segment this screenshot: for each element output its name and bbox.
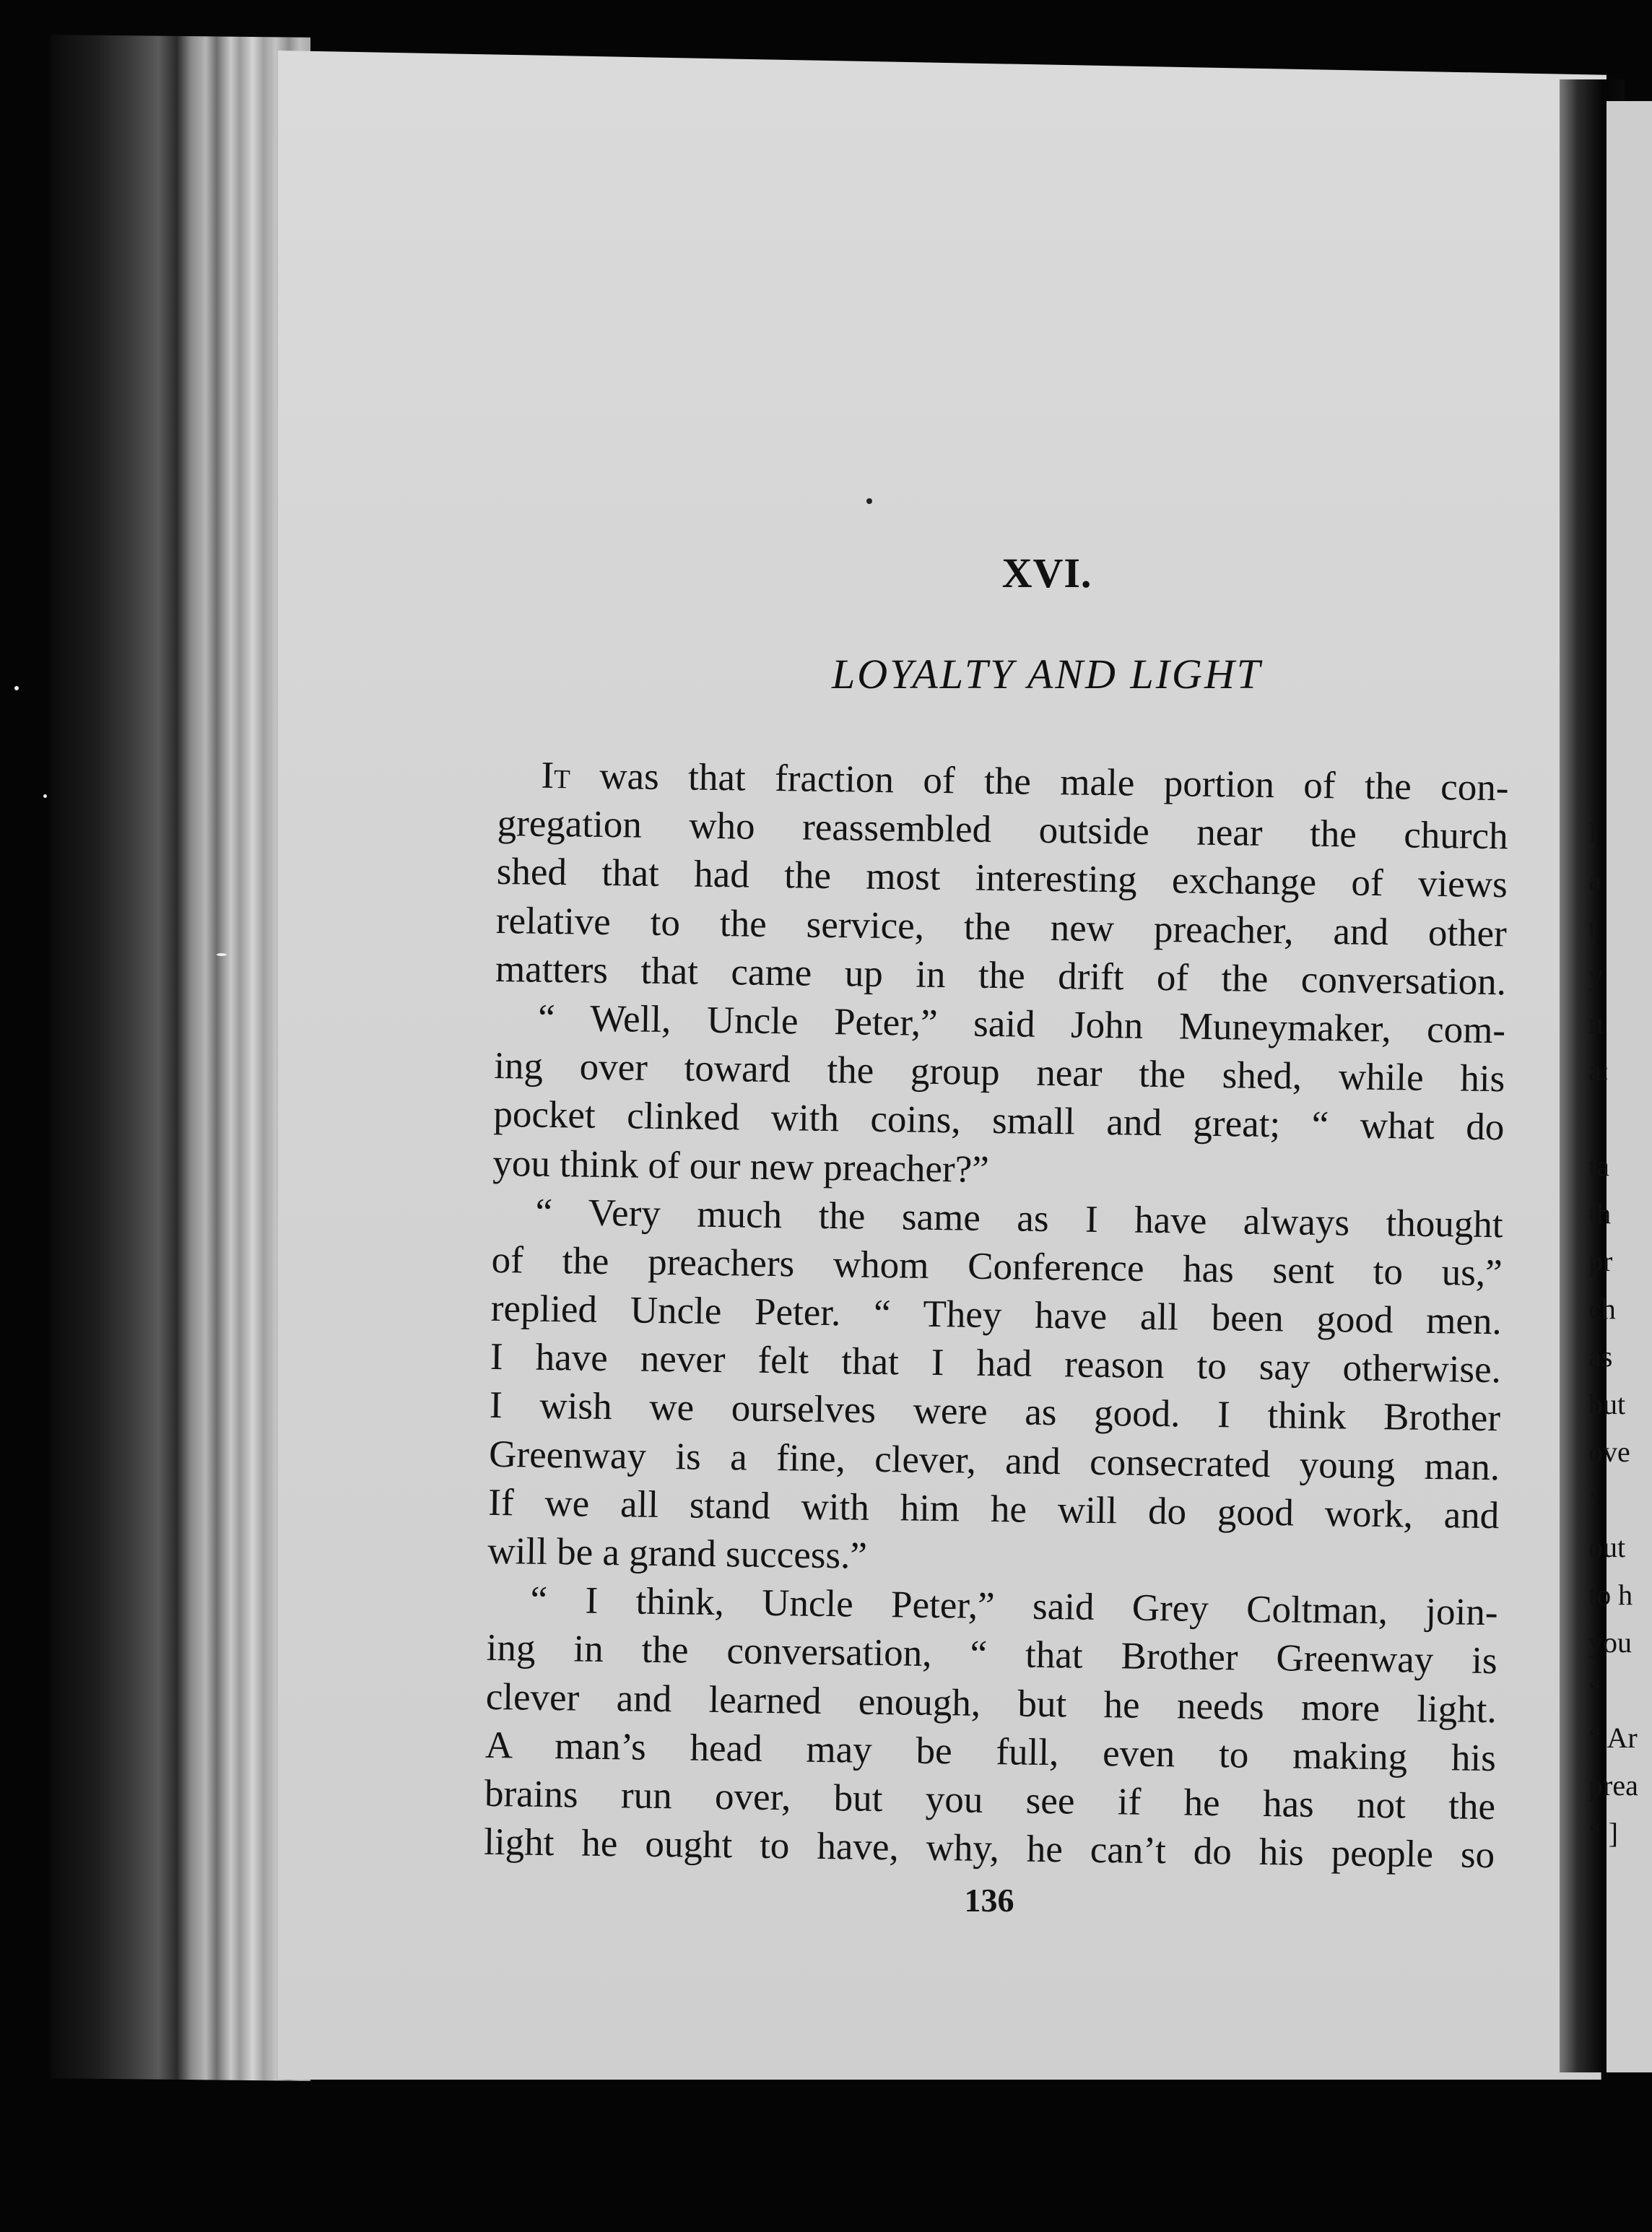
chapter-number: XVI.: [1001, 550, 1092, 596]
body-line: gregation who reassembled outside near the church: [497, 802, 1508, 858]
body-line: ing in the conversation, “ that Brother Greenway is: [486, 1627, 1497, 1682]
facing-fragment: ‘: [1588, 1483, 1599, 1516]
facing-fragment: a:: [1588, 1054, 1609, 1087]
facing-fragment: as: [1588, 1340, 1613, 1373]
body-line: pocket clinked with coins, small and great; “ what do: [493, 1093, 1505, 1149]
body-line: Greenway is a fine, clever, and consecrated young man.: [488, 1433, 1500, 1488]
body-line: brains run over, but you see if he has not the: [484, 1772, 1496, 1828]
facing-fragment: “: [1588, 1674, 1601, 1706]
facing-fragment: ta: [1588, 1150, 1609, 1182]
body-line: A man’s head may be full, even to making his: [484, 1724, 1497, 1779]
body-line: will be a grand success.”: [487, 1529, 868, 1577]
facing-fragment: t: [1588, 911, 1597, 944]
body-line: I wish we ourselves were as good. I think Brother: [489, 1384, 1501, 1440]
facing-fragment: to h: [1588, 1579, 1633, 1611]
facing-fragment: but: [1588, 1388, 1626, 1420]
body-line: shed that had the most interesting exchange of views: [496, 851, 1508, 906]
body-line: clever and learned enough, but he needs more light.: [485, 1675, 1497, 1731]
scan-speck: [14, 686, 19, 690]
scan-speck: [43, 794, 47, 798]
drop-word: It: [541, 754, 571, 797]
body-line-1-rest: was that fraction of the male portion of the con-: [570, 755, 1509, 809]
facing-page-text: [1588, 809, 1652, 1857]
book-page-stack-edge: [51, 35, 310, 2081]
body-line: of the preachers whom Conference has sent to us,”: [491, 1238, 1503, 1295]
facing-fragment: ch: [1588, 1293, 1616, 1325]
body-line: you think of our new preacher?”: [492, 1142, 990, 1191]
body-line: “ Well, Uncle Peter,” said John Muneymaker, com-: [537, 996, 1506, 1052]
page-number: 136: [964, 1882, 1014, 1919]
facing-fragment: you: [1588, 1626, 1632, 1659]
body-line: replied Uncle Peter. “ They have all been good men.: [490, 1287, 1503, 1343]
facing-fragment: y: [1588, 959, 1603, 991]
facing-fragment: th: [1588, 1197, 1612, 1230]
chapter-body-text: [484, 751, 1509, 1880]
facing-fragment: “ ]: [1588, 1817, 1619, 1849]
body-line: “ Very much the same as I have always thought: [535, 1191, 1503, 1246]
facing-fragment: [1588, 1095, 1652, 1142]
body-line: “ I think, Uncle Peter,” said Grey Coltman, join-: [530, 1579, 1498, 1634]
scan-speck: [217, 953, 227, 956]
body-line: If we all stand with him he will do good work, and: [487, 1481, 1500, 1537]
facing-fragment: n: [1588, 1007, 1603, 1039]
body-line: I have never felt that I had reason to say otherwise.: [490, 1336, 1502, 1391]
facing-fragment: ove: [1588, 1436, 1630, 1468]
facing-fragment: prea: [1588, 1769, 1638, 1802]
body-line: matters that came up in the drift of the conversation.: [495, 947, 1507, 1004]
facing-fragment: out: [1588, 1531, 1626, 1563]
chapter-title: LOYALTY AND LIGHT: [832, 651, 1262, 698]
facing-fragment: I: [1588, 816, 1599, 848]
body-line: light he ought to have, why, he can’t do his people so: [483, 1820, 1495, 1877]
facing-fragment: a: [1588, 864, 1601, 896]
scan-speck: [866, 498, 872, 504]
facing-fragment: “ Ar: [1588, 1721, 1638, 1754]
body-line: relative to the service, the new preacher, and other: [495, 899, 1508, 955]
body-line: ing over toward the group near the shed, while his: [493, 1045, 1505, 1100]
facing-fragment: pr: [1588, 1245, 1613, 1277]
